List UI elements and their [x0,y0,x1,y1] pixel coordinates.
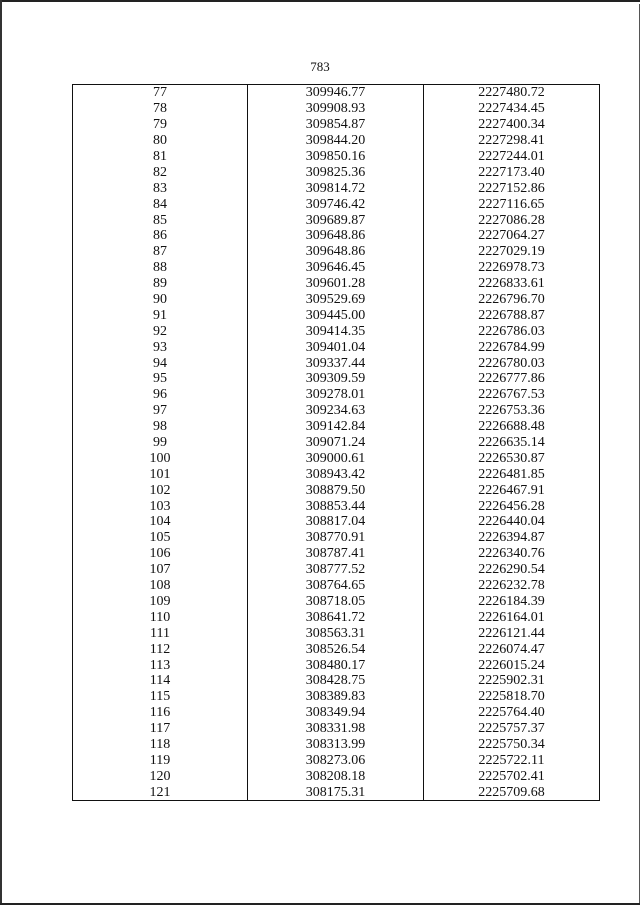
x-coordinate-cell: 308718.05 [248,594,424,610]
point-number-cell: 106 [73,546,248,562]
x-coordinate-cell: 308313.99 [248,737,424,753]
point-number-cell: 104 [73,514,248,530]
y-coordinate-cell: 2227244.01 [424,149,600,165]
x-coordinate-cell: 308389.83 [248,689,424,705]
point-number-cell: 120 [73,768,248,784]
table-row [73,546,600,562]
table-row [73,450,600,466]
x-coordinate-cell: 308526.54 [248,641,424,657]
y-coordinate-cell: 2226340.76 [424,546,600,562]
y-coordinate-cell: 2226121.44 [424,625,600,641]
x-coordinate-cell: 309854.87 [248,117,424,133]
table-row [73,307,600,323]
x-coordinate-cell: 309445.00 [248,307,424,323]
table-row [73,323,600,339]
table-row [73,625,600,641]
table-row [73,371,600,387]
y-coordinate-cell: 2226074.47 [424,641,600,657]
y-coordinate-cell: 2227064.27 [424,228,600,244]
y-coordinate-cell: 2226688.48 [424,419,600,435]
y-coordinate-cell: 2225750.34 [424,737,600,753]
table-row [73,419,600,435]
y-coordinate-cell: 2226394.87 [424,530,600,546]
y-coordinate-cell: 2226753.36 [424,403,600,419]
scan-edge-top [0,0,640,2]
y-coordinate-cell: 2225709.68 [424,784,600,800]
point-number-cell: 117 [73,721,248,737]
table-row [73,609,600,625]
x-coordinate-cell: 309401.04 [248,339,424,355]
x-coordinate-cell: 309908.93 [248,101,424,117]
x-coordinate-cell: 308764.65 [248,578,424,594]
table-row [73,594,600,610]
y-coordinate-cell: 2226440.04 [424,514,600,530]
point-number-cell: 81 [73,149,248,165]
x-coordinate-cell: 309844.20 [248,133,424,149]
table-row [73,435,600,451]
x-coordinate-cell: 308331.98 [248,721,424,737]
point-number-cell: 116 [73,705,248,721]
table-row [73,196,600,212]
point-number-cell: 108 [73,578,248,594]
x-coordinate-cell: 308943.42 [248,466,424,482]
table-row [73,212,600,228]
y-coordinate-cell: 2227029.19 [424,244,600,260]
x-coordinate-cell: 309689.87 [248,212,424,228]
x-coordinate-cell: 309601.28 [248,276,424,292]
x-coordinate-cell: 309746.42 [248,196,424,212]
point-number-cell: 92 [73,323,248,339]
point-number-cell: 110 [73,609,248,625]
table-row [73,149,600,165]
point-number-cell: 78 [73,101,248,117]
point-number-cell: 121 [73,784,248,800]
table-row [73,276,600,292]
x-coordinate-cell: 308853.44 [248,498,424,514]
table-row [73,466,600,482]
table-row [73,498,600,514]
table-row [73,482,600,498]
x-coordinate-cell: 309414.35 [248,323,424,339]
y-coordinate-cell: 2227152.86 [424,180,600,196]
point-number-cell: 94 [73,355,248,371]
table-row [73,292,600,308]
table-row [73,244,600,260]
table-row [73,752,600,768]
x-coordinate-cell: 309309.59 [248,371,424,387]
point-number-cell: 87 [73,244,248,260]
y-coordinate-cell: 2227400.34 [424,117,600,133]
y-coordinate-cell: 2226786.03 [424,323,600,339]
point-number-cell: 84 [73,196,248,212]
table-row [73,355,600,371]
y-coordinate-cell: 2225757.37 [424,721,600,737]
x-coordinate-cell: 308175.31 [248,784,424,800]
point-number-cell: 111 [73,625,248,641]
point-number-cell: 98 [73,419,248,435]
x-coordinate-cell: 309814.72 [248,180,424,196]
y-coordinate-cell: 2226290.54 [424,562,600,578]
y-coordinate-cell: 2225764.40 [424,705,600,721]
table-row [73,673,600,689]
x-coordinate-cell: 309646.45 [248,260,424,276]
x-coordinate-cell: 308273.06 [248,752,424,768]
coordinates-table [72,84,600,801]
table-row [73,339,600,355]
table-row [73,228,600,244]
point-number-cell: 77 [73,85,248,101]
x-coordinate-cell: 309648.86 [248,244,424,260]
y-coordinate-cell: 2227298.41 [424,133,600,149]
table-row [73,164,600,180]
point-number-cell: 114 [73,673,248,689]
point-number-cell: 90 [73,292,248,308]
y-coordinate-cell: 2226784.99 [424,339,600,355]
table-row [73,530,600,546]
table-row [73,578,600,594]
point-number-cell: 101 [73,466,248,482]
table-row [73,403,600,419]
table-row [73,705,600,721]
x-coordinate-cell: 308641.72 [248,609,424,625]
y-coordinate-cell: 2226232.78 [424,578,600,594]
table-row [73,689,600,705]
y-coordinate-cell: 2225818.70 [424,689,600,705]
point-number-cell: 83 [73,180,248,196]
y-coordinate-cell: 2226780.03 [424,355,600,371]
x-coordinate-cell: 309142.84 [248,419,424,435]
point-number-cell: 85 [73,212,248,228]
x-coordinate-cell: 308879.50 [248,482,424,498]
y-coordinate-cell: 2226777.86 [424,371,600,387]
table-row [73,784,600,800]
y-coordinate-cell: 2226767.53 [424,387,600,403]
x-coordinate-cell: 309000.61 [248,450,424,466]
point-number-cell: 113 [73,657,248,673]
x-coordinate-cell: 308428.75 [248,673,424,689]
point-number-cell: 100 [73,450,248,466]
table-row [73,101,600,117]
point-number-cell: 99 [73,435,248,451]
point-number-cell: 89 [73,276,248,292]
page-number: 783 [310,59,330,74]
coordinates-table-body [73,85,600,801]
y-coordinate-cell: 2227434.45 [424,101,600,117]
point-number-cell: 109 [73,594,248,610]
x-coordinate-cell: 309071.24 [248,435,424,451]
y-coordinate-cell: 2226456.28 [424,498,600,514]
point-number-cell: 79 [73,117,248,133]
table-row [73,721,600,737]
x-coordinate-cell: 309337.44 [248,355,424,371]
table-row [73,737,600,753]
table-row [73,562,600,578]
y-coordinate-cell: 2226796.70 [424,292,600,308]
table-row [73,657,600,673]
point-number-cell: 115 [73,689,248,705]
point-number-cell: 96 [73,387,248,403]
x-coordinate-cell: 308349.94 [248,705,424,721]
table-row [73,514,600,530]
x-coordinate-cell: 309234.63 [248,403,424,419]
x-coordinate-cell: 308817.04 [248,514,424,530]
table-row [73,85,600,101]
point-number-cell: 95 [73,371,248,387]
x-coordinate-cell: 308563.31 [248,625,424,641]
point-number-cell: 102 [73,482,248,498]
y-coordinate-cell: 2226788.87 [424,307,600,323]
point-number-cell: 91 [73,307,248,323]
y-coordinate-cell: 2226635.14 [424,435,600,451]
y-coordinate-cell: 2226978.73 [424,260,600,276]
x-coordinate-cell: 308770.91 [248,530,424,546]
x-coordinate-cell: 308480.17 [248,657,424,673]
x-coordinate-cell: 308208.18 [248,768,424,784]
table-row [73,117,600,133]
y-coordinate-cell: 2226467.91 [424,482,600,498]
point-number-cell: 118 [73,737,248,753]
x-coordinate-cell: 309946.77 [248,85,424,101]
table-row [73,133,600,149]
y-coordinate-cell: 2225702.41 [424,768,600,784]
point-number-cell: 86 [73,228,248,244]
point-number-cell: 80 [73,133,248,149]
x-coordinate-cell: 309648.86 [248,228,424,244]
x-coordinate-cell: 308777.52 [248,562,424,578]
x-coordinate-cell: 309278.01 [248,387,424,403]
y-coordinate-cell: 2226164.01 [424,609,600,625]
y-coordinate-cell: 2226184.39 [424,594,600,610]
y-coordinate-cell: 2225902.31 [424,673,600,689]
y-coordinate-cell: 2225722.11 [424,752,600,768]
y-coordinate-cell: 2226833.61 [424,276,600,292]
y-coordinate-cell: 2227086.28 [424,212,600,228]
y-coordinate-cell: 2227480.72 [424,85,600,101]
y-coordinate-cell: 2226481.85 [424,466,600,482]
point-number-cell: 103 [73,498,248,514]
x-coordinate-cell: 309825.36 [248,164,424,180]
point-number-cell: 97 [73,403,248,419]
point-number-cell: 82 [73,164,248,180]
y-coordinate-cell: 2227116.65 [424,196,600,212]
y-coordinate-cell: 2226015.24 [424,657,600,673]
point-number-cell: 107 [73,562,248,578]
point-number-cell: 105 [73,530,248,546]
table-row [73,387,600,403]
table-row [73,641,600,657]
y-coordinate-cell: 2227173.40 [424,164,600,180]
table-row [73,260,600,276]
point-number-cell: 88 [73,260,248,276]
point-number-cell: 119 [73,752,248,768]
table-row [73,768,600,784]
table-row [73,180,600,196]
point-number-cell: 112 [73,641,248,657]
x-coordinate-cell: 309850.16 [248,149,424,165]
x-coordinate-cell: 309529.69 [248,292,424,308]
scan-edge-left [0,0,2,905]
x-coordinate-cell: 308787.41 [248,546,424,562]
point-number-cell: 93 [73,339,248,355]
y-coordinate-cell: 2226530.87 [424,450,600,466]
